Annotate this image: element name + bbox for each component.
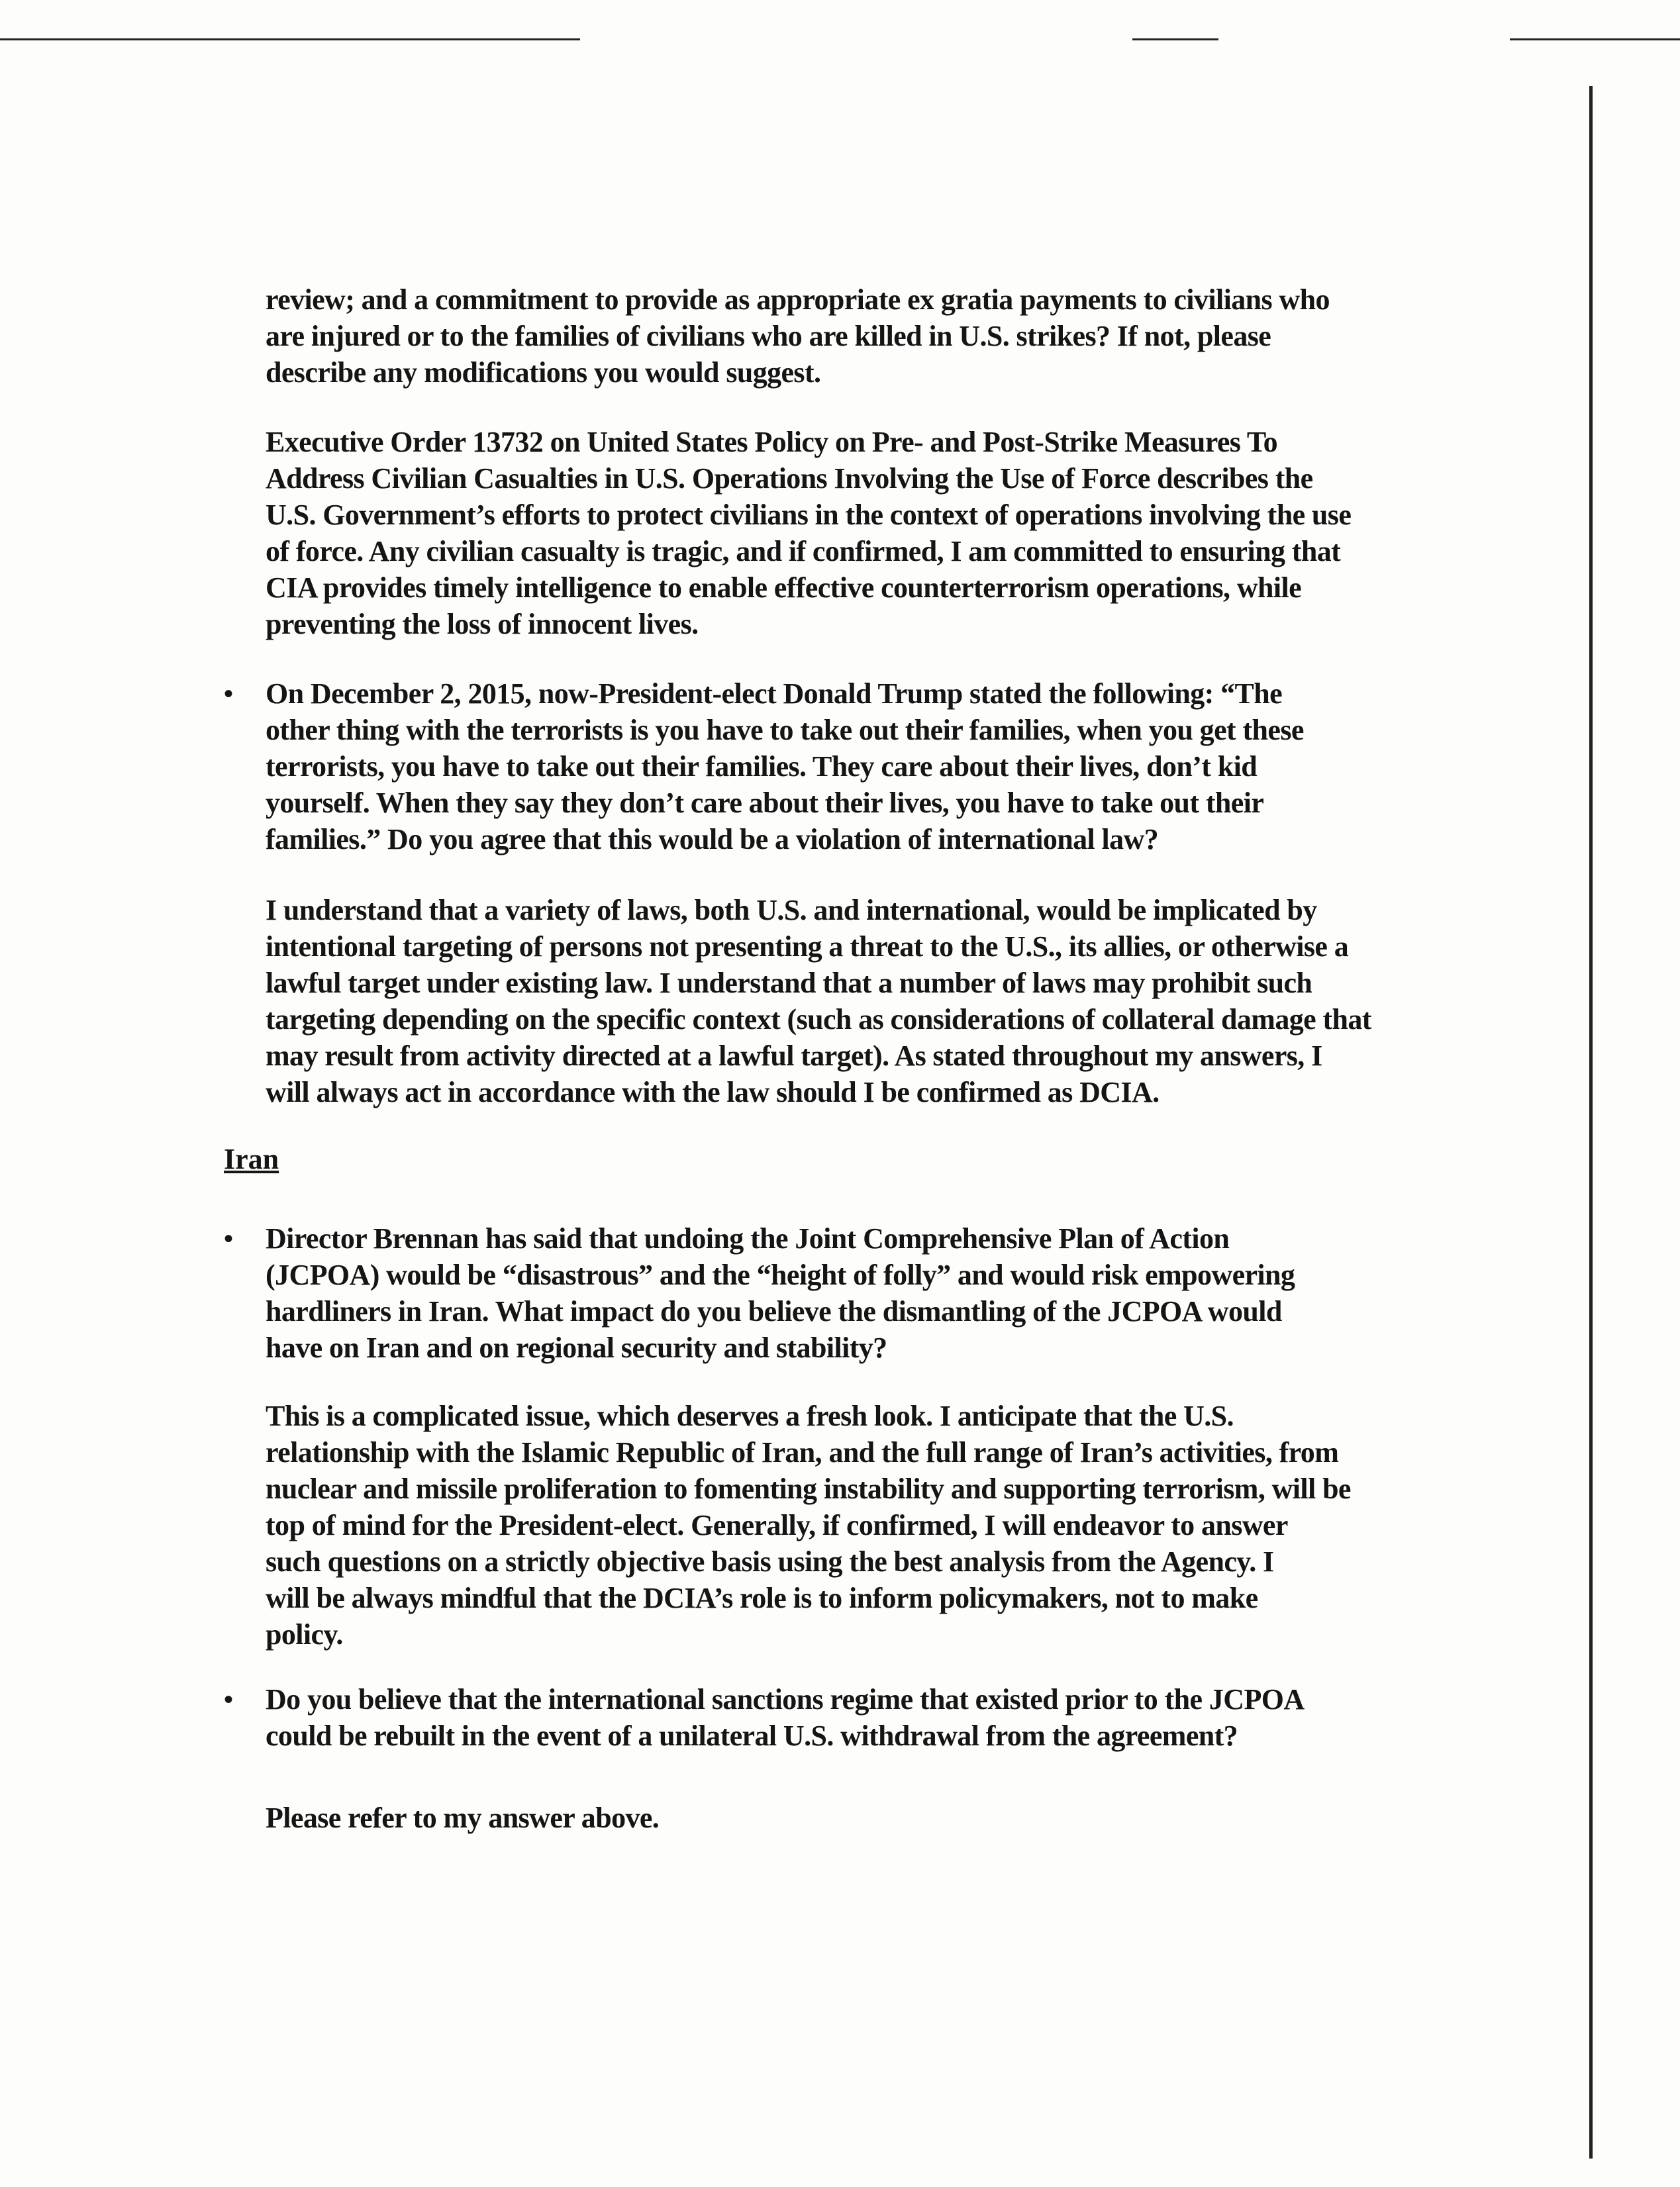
text-line: will always act in accordance with the law should I be confirmed as DCIA. bbox=[266, 1076, 1160, 1108]
text-line: are injured or to the families of civilians who are killed in U.S. strikes? If not, please bbox=[266, 320, 1271, 352]
text-line: describe any modifications you would suggest. bbox=[266, 356, 821, 389]
top-rule-mid bbox=[1132, 38, 1218, 40]
text-line: nuclear and missile proliferation to fomenting instability and supporting terrorism, will be bbox=[266, 1473, 1351, 1505]
text-line: Address Civilian Casualties in U.S. Operations Involving the Use of Force describes the bbox=[266, 462, 1313, 495]
text-line: families.” Do you agree that this would be a violation of international law? bbox=[266, 823, 1159, 855]
section-heading-iran: Iran bbox=[224, 1143, 279, 1175]
text-line: will be always mindful that the DCIA’s role is to inform policymakers, not to make bbox=[266, 1582, 1258, 1614]
top-rule-right bbox=[1510, 38, 1680, 40]
text-line: Executive Order 13732 on United States Policy on Pre- and Post-Strike Measures To bbox=[266, 426, 1277, 458]
text-line: preventing the loss of innocent lives. bbox=[266, 608, 699, 640]
top-rule-left bbox=[0, 38, 580, 40]
text-line: review; and a commitment to provide as appropriate ex gratia payments to civilians who bbox=[266, 283, 1330, 316]
text-line: other thing with the terrorists is you have to take out their families, when you get these bbox=[266, 714, 1304, 746]
text-line: lawful target under existing law. I understand that a number of laws may prohibit such bbox=[266, 967, 1312, 999]
para-question-continued bbox=[266, 281, 1431, 391]
text-line: On December 2, 2015, now-President-elect Donald Trump stated the following: “The bbox=[266, 677, 1283, 710]
text-line: may result from activity directed at a lawful target). As stated throughout my answers, I bbox=[266, 1040, 1322, 1072]
text-line: targeting depending on the specific context (such as considerations of collateral damage that bbox=[266, 1003, 1371, 1036]
answer-jcpoa-impact bbox=[266, 1398, 1431, 1653]
text-line: of force. Any civilian casualty is tragic, and if confirmed, I am committed to ensuring that bbox=[266, 535, 1341, 567]
text-line: have on Iran and on regional security and stability? bbox=[266, 1332, 887, 1364]
text-line: intentional targeting of persons not presenting a threat to the U.S., its allies, or otherwise a bbox=[266, 930, 1349, 963]
text-line: Please refer to my answer above. bbox=[266, 1802, 660, 1834]
text-line: Director Brennan has said that undoing the Joint Comprehensive Plan of Action bbox=[266, 1222, 1230, 1255]
question-trump-families bbox=[266, 675, 1431, 857]
text-line: such questions on a strictly objective basis using the best analysis from the Agency. I bbox=[266, 1545, 1274, 1578]
text-line: (JCPOA) would be “disastrous” and the “height of folly” and would risk empowering bbox=[266, 1259, 1295, 1291]
text-line: top of mind for the President-elect. Generally, if confirmed, I will endeavor to answer bbox=[266, 1509, 1288, 1541]
text-line: policy. bbox=[266, 1618, 343, 1651]
answer-sanctions bbox=[266, 1800, 1431, 1836]
text-line: Do you believe that the international sanctions regime that existed prior to the JCPOA bbox=[266, 1683, 1305, 1716]
bullet-icon: • bbox=[224, 1224, 234, 1253]
right-margin-rule bbox=[1589, 86, 1593, 2159]
text-line: U.S. Government’s efforts to protect civilians in the context of operations involving the use bbox=[266, 499, 1352, 531]
text-line: relationship with the Islamic Republic of Iran, and the full range of Iran’s activities, from bbox=[266, 1436, 1339, 1469]
question-jcpoa-impact bbox=[266, 1220, 1431, 1366]
text-line: This is a complicated issue, which deserves a fresh look. I anticipate that the U.S. bbox=[266, 1400, 1234, 1432]
answer-eo-13732 bbox=[266, 424, 1431, 642]
text-line: could be rebuilt in the event of a unilateral U.S. withdrawal from the agreement? bbox=[266, 1720, 1238, 1752]
text-line: terrorists, you have to take out their families. They care about their lives, don’t kid bbox=[266, 750, 1258, 783]
bullet-icon: • bbox=[224, 1684, 234, 1714]
text-line: I understand that a variety of laws, both U.S. and international, would be implicated by bbox=[266, 894, 1317, 926]
question-sanctions bbox=[266, 1681, 1431, 1754]
answer-international-law bbox=[266, 892, 1431, 1110]
text-line: hardliners in Iran. What impact do you believe the dismantling of the JCPOA would bbox=[266, 1295, 1282, 1328]
text-line: CIA provides timely intelligence to enable effective counterterrorism operations, while bbox=[266, 571, 1302, 604]
text-line: yourself. When they say they don’t care about their lives, you have to take out their bbox=[266, 787, 1264, 819]
bullet-icon: • bbox=[224, 679, 234, 708]
